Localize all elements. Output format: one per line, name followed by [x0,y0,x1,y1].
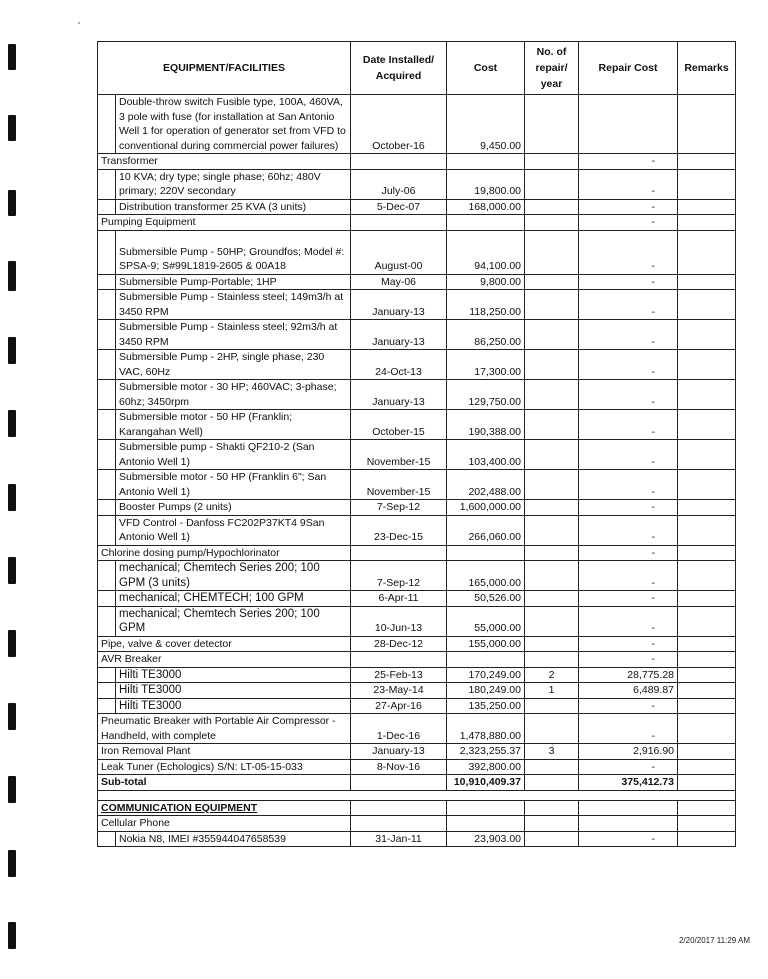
repair-cost-value: - [579,652,678,668]
equipment-description: mechanical; CHEMTECH; 100 GPM [116,591,351,607]
empty-cell [579,816,678,832]
header-remarks: Remarks [678,42,736,95]
repair-cost-value: - [579,154,678,170]
equipment-description: Double-throw switch Fusible type, 100A, 460VA, 3 pole with fuse (for installation at San Antonio Well 1 for operation of generator set from VFD to conventional during commercial power failures) [116,95,351,154]
date-installed: January-13 [351,380,447,410]
indent-cell [98,515,116,545]
equipment-description: Submersible Pump - 50HP; Groundfos; Model #: SPSA-9; S#99L1819-2605 & 00A18 [116,230,351,274]
equipment-description: Submersible Pump - Stainless steel; 92m3/h at 3450 RPM [116,320,351,350]
indent-cell [98,683,116,699]
repair-cost-value: - [579,591,678,607]
indent-cell [98,230,116,274]
cost-value: 19,800.00 [447,169,525,199]
date-installed [351,154,447,170]
remarks-cell [678,775,736,791]
remarks-cell [678,215,736,231]
equipment-description: Submersible motor - 30 HP; 460VAC; 3-phase; 60hz; 3450rpm [116,380,351,410]
category-label: Iron Removal Plant [98,744,351,760]
remarks-cell [678,591,736,607]
repair-cost-value: - [579,230,678,274]
category-row [98,154,736,170]
section-title: COMMUNICATION EQUIPMENT [101,801,258,814]
date-installed: 8-Nov-16 [351,759,447,775]
date-installed: 28-Dec-12 [351,636,447,652]
cost-value: 86,250.00 [447,320,525,350]
binder-mark [8,922,16,949]
remarks-cell [678,515,736,545]
cost-value: 165,000.00 [447,561,525,591]
repair-count [525,169,579,199]
binder-mark [8,337,16,364]
indent-cell [98,410,116,440]
repair-cost-value: - [579,606,678,636]
cost-value: 155,000.00 [447,636,525,652]
equipment-inventory-table [97,41,736,847]
repair-count [525,440,579,470]
date-installed: January-13 [351,744,447,760]
cost-value: 2,323,255.37 [447,744,525,760]
repair-cost-value: - [579,350,678,380]
repair-cost-value: 6,489.87 [579,683,678,699]
subtotal-repair-cost: 375,412.73 [579,775,678,791]
indent-cell [98,591,116,607]
equipment-description: 10 KVA; dry type; single phase; 60hz; 480V primary; 220V secondary [116,169,351,199]
repair-cost-value: - [579,636,678,652]
category-row [98,215,736,231]
header-repair-cost: Repair Cost [579,42,678,95]
empty-cell [447,816,525,832]
cost-value: 392,800.00 [447,759,525,775]
binder-mark [8,484,16,511]
category-label: Pipe, valve & cover detector [98,636,351,652]
cost-value: 129,750.00 [447,380,525,410]
empty-cell [678,816,736,832]
equipment-description: Booster Pumps (2 units) [116,500,351,516]
remarks-cell [678,561,736,591]
indent-cell [98,440,116,470]
remarks-cell [678,667,736,683]
remarks-cell [678,470,736,500]
header-row [98,42,736,95]
header-repairs: No. of repair/ year [525,42,579,95]
binder-mark [8,776,16,803]
repair-count: 3 [525,744,579,760]
subtotal-row [98,775,736,791]
indent-cell [98,350,116,380]
table-row [98,95,736,154]
date-installed: January-13 [351,320,447,350]
cost-value: 170,249.00 [447,667,525,683]
table-row [98,561,736,591]
remarks-cell [678,199,736,215]
date-installed: 7-Sep-12 [351,500,447,516]
binder-mark [8,190,16,216]
repair-count [525,591,579,607]
table-row [98,515,736,545]
indent-cell [98,380,116,410]
binder-mark [8,261,16,291]
equipment-description: Submersible Pump-Portable; 1HP [116,274,351,290]
equipment-description: Submersible Pump - Stainless steel; 149m3/h at 3450 RPM [116,290,351,320]
cost-value: 202,488.00 [447,470,525,500]
repair-count: 1 [525,683,579,699]
date-installed [351,215,447,231]
repair-count [525,831,579,847]
indent-cell [98,95,116,154]
date-installed: 1-Dec-16 [351,714,447,744]
repair-count [525,470,579,500]
repair-count [525,775,579,791]
remarks-cell [678,714,736,744]
repair-cost-value: - [579,500,678,516]
subtotal-cost: 10,910,409.37 [447,775,525,791]
repair-count [525,290,579,320]
repair-count [525,350,579,380]
repair-count [525,274,579,290]
equipment-description: Nokia N8, IMEI #355944047658539 [116,831,351,847]
date-installed: 23-May-14 [351,683,447,699]
cost-value: 168,000.00 [447,199,525,215]
header-equipment: EQUIPMENT/FACILITIES [98,42,351,95]
equipment-description: mechanical; Chemtech Series 200; 100 GPM (3 units) [116,561,351,591]
remarks-cell [678,95,736,154]
category-row [98,759,736,775]
table-row [98,606,736,636]
equipment-description: Submersible pump - Shakti QF210-2 (San Antonio Well 1) [116,440,351,470]
date-installed: 31-Jan-11 [351,831,447,847]
date-installed: 5-Dec-07 [351,199,447,215]
remarks-cell [678,545,736,561]
empty-cell [351,816,447,832]
indent-cell [98,169,116,199]
indent-cell [98,561,116,591]
indent-cell [98,274,116,290]
repair-count [525,545,579,561]
table-row [98,470,736,500]
indent-cell [98,831,116,847]
cost-value: 118,250.00 [447,290,525,320]
repair-cost-value: 28,775.28 [579,667,678,683]
binder-mark [8,115,16,141]
date-installed: 27-Apr-16 [351,698,447,714]
repair-count [525,500,579,516]
repair-count [525,606,579,636]
category-label: AVR Breaker [98,652,351,668]
empty-cell [525,816,579,832]
table-body [98,95,736,847]
repair-count [525,561,579,591]
indent-cell [98,290,116,320]
binder-mark [8,557,16,584]
equipment-description: Submersible motor - 50 HP (Franklin 6"; San Antonio Well 1) [116,470,351,500]
date-installed: August-00 [351,230,447,274]
remarks-cell [678,652,736,668]
spacer-cell [98,790,736,800]
equipment-description: VFD Control - Danfoss FC202P37KT4 9San Antonio Well 1) [116,515,351,545]
equipment-description: Hilti TE3000 [116,667,351,683]
scan-speck [78,22,80,24]
binder-mark [8,703,16,730]
category-row [98,816,736,832]
cost-value [447,652,525,668]
repair-count [525,636,579,652]
table-row [98,683,736,699]
category-label: Chlorine dosing pump/Hypochlorinator [98,545,351,561]
indent-cell [98,698,116,714]
indent-cell [98,500,116,516]
table-row [98,320,736,350]
repair-cost-value: - [579,561,678,591]
indent-cell [98,606,116,636]
repair-cost-value: - [579,320,678,350]
category-label: Transformer [98,154,351,170]
cost-value: 135,250.00 [447,698,525,714]
empty-cell [447,800,525,816]
repair-count [525,215,579,231]
repair-cost-value: - [579,410,678,440]
remarks-cell [678,274,736,290]
header-date: Date Installed/ Acquired [351,42,447,95]
remarks-cell [678,350,736,380]
cost-value: 94,100.00 [447,230,525,274]
equipment-description: mechanical; Chemtech Series 200; 100 GPM [116,606,351,636]
binder-mark [8,410,16,437]
cost-value: 55,000.00 [447,606,525,636]
equipment-description: Submersible Pump - 2HP, single phase, 230 VAC, 60Hz [116,350,351,380]
date-installed: October-16 [351,95,447,154]
date-installed: May-06 [351,274,447,290]
remarks-cell [678,154,736,170]
header-cost: Cost [447,42,525,95]
category-label: Leak Tuner (Echologics) S/N: LT-05-15-033 [98,759,351,775]
cost-value: 190,388.00 [447,410,525,440]
repair-count [525,410,579,440]
table-row [98,290,736,320]
date-installed [351,652,447,668]
remarks-cell [678,831,736,847]
repair-cost-value: - [579,199,678,215]
date-installed: July-06 [351,169,447,199]
remarks-cell [678,440,736,470]
indent-cell [98,470,116,500]
cost-value: 23,903.00 [447,831,525,847]
binder-mark [8,44,16,70]
cost-value [447,154,525,170]
empty-cell [525,800,579,816]
remarks-cell [678,698,736,714]
cost-value: 103,400.00 [447,440,525,470]
repair-cost-value: - [579,380,678,410]
empty-cell [678,800,736,816]
repair-cost-value: - [579,759,678,775]
table-row [98,380,736,410]
repair-count [525,515,579,545]
date-installed: January-13 [351,290,447,320]
category-label: Pumping Equipment [98,215,351,231]
remarks-cell [678,636,736,652]
remarks-cell [678,744,736,760]
table-row [98,230,736,274]
category-label: Cellular Phone [98,816,351,832]
repair-count [525,652,579,668]
table-row [98,831,736,847]
date-installed: 23-Dec-15 [351,515,447,545]
cost-value: 50,526.00 [447,591,525,607]
equipment-description: Distribution transformer 25 KVA (3 units) [116,199,351,215]
remarks-cell [678,410,736,440]
remarks-cell [678,290,736,320]
repair-cost-value: - [579,274,678,290]
repair-count [525,154,579,170]
empty-cell [579,800,678,816]
date-installed: November-15 [351,440,447,470]
repair-cost-value: - [579,698,678,714]
table-row [98,500,736,516]
table-row [98,667,736,683]
date-installed: 25-Feb-13 [351,667,447,683]
cost-value: 17,300.00 [447,350,525,380]
equipment-description: Hilti TE3000 [116,683,351,699]
cost-value: 1,600,000.00 [447,500,525,516]
print-timestamp: 2/20/2017 11:29 AM [678,936,750,945]
indent-cell [98,667,116,683]
table-row [98,199,736,215]
repair-count [525,95,579,154]
spacer-row [98,790,736,800]
repair-cost-value: - [579,440,678,470]
date-installed: November-15 [351,470,447,500]
repair-cost-value: - [579,169,678,199]
date-installed: 10-Jun-13 [351,606,447,636]
cost-value: 9,450.00 [447,95,525,154]
section-row [98,800,736,816]
repair-cost-value: 2,916.90 [579,744,678,760]
category-row [98,545,736,561]
subtotal-label: Sub-total [98,775,351,791]
table-row [98,350,736,380]
date-installed [351,775,447,791]
repair-cost-value: - [579,831,678,847]
repair-count [525,759,579,775]
cost-value: 9,800.00 [447,274,525,290]
date-installed: 6-Apr-11 [351,591,447,607]
repair-count [525,714,579,744]
cost-value: 266,060.00 [447,515,525,545]
repair-count [525,199,579,215]
remarks-cell [678,320,736,350]
remarks-cell [678,380,736,410]
repair-cost-value: - [579,515,678,545]
category-row [98,744,736,760]
date-installed: 7-Sep-12 [351,561,447,591]
repair-cost-value: - [579,714,678,744]
category-label: Pneumatic Breaker with Portable Air Compressor - Handheld, with complete [98,714,351,744]
cost-value: 1,478,880.00 [447,714,525,744]
category-row [98,714,736,744]
equipment-description: Submersible motor - 50 HP (Franklin; Karangahan Well) [116,410,351,440]
table-row [98,274,736,290]
repair-count [525,380,579,410]
remarks-cell [678,759,736,775]
remarks-cell [678,606,736,636]
binder-mark [8,850,16,877]
repair-cost-value: - [579,215,678,231]
cost-value: 180,249.00 [447,683,525,699]
repair-count [525,698,579,714]
date-installed: October-15 [351,410,447,440]
table-row [98,698,736,714]
empty-cell [351,800,447,816]
binder-mark [8,630,16,657]
indent-cell [98,320,116,350]
category-row [98,636,736,652]
repair-count [525,320,579,350]
indent-cell [98,199,116,215]
repair-cost-value: - [579,290,678,320]
repair-cost-value [579,95,678,154]
cost-value [447,215,525,231]
table-row [98,591,736,607]
repair-count: 2 [525,667,579,683]
remarks-cell [678,169,736,199]
remarks-cell [678,500,736,516]
repair-cost-value: - [579,545,678,561]
cost-value [447,545,525,561]
remarks-cell [678,683,736,699]
date-installed [351,545,447,561]
remarks-cell [678,230,736,274]
repair-count [525,230,579,274]
category-row [98,652,736,668]
section-cell [98,800,351,816]
repair-cost-value: - [579,470,678,500]
table-row [98,440,736,470]
date-installed: 24-Oct-13 [351,350,447,380]
table-row [98,169,736,199]
equipment-description: Hilti TE3000 [116,698,351,714]
table-row [98,410,736,440]
